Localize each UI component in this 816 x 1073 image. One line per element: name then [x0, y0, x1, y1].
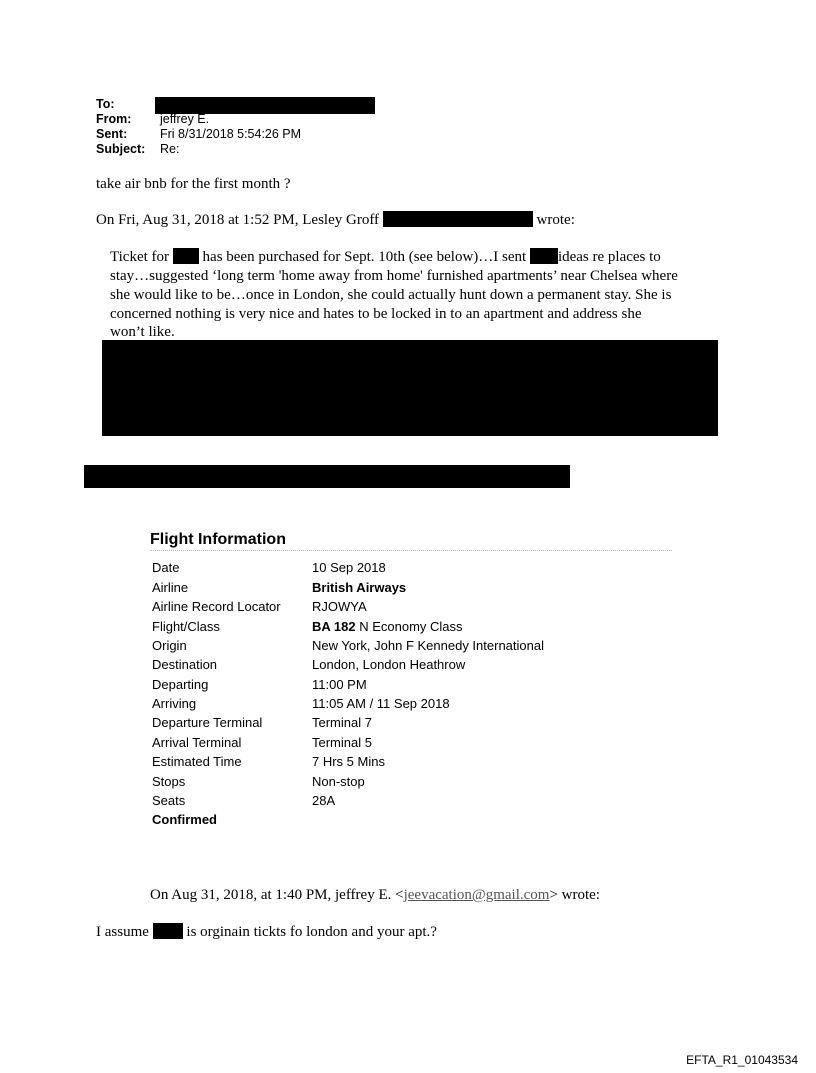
flight-row-value: RJOWYA [312, 599, 367, 614]
flight-number: BA 182 [312, 619, 356, 634]
flight-row-label: Airline Record Locator [152, 599, 281, 614]
redacted-block-bar [84, 465, 570, 488]
quote2-line-a: I assume [96, 924, 149, 940]
quote2-line [96, 923, 437, 942]
flight-row-value: London, London Heathrow [312, 657, 466, 672]
quote2-intro-after: > wrote: [549, 887, 600, 903]
quote1-line-1 [110, 248, 661, 267]
flight-row-value: 7 Hrs 5 Mins [312, 754, 385, 769]
redacted-name-1 [173, 248, 199, 264]
flight-class: N Economy Class [355, 619, 463, 634]
sent-value: Fri 8/31/2018 5:54:26 PM [160, 127, 302, 141]
quote1-line-2: stay…suggested ‘long term 'home away from home' furnished apartments’ near Chelsea where [110, 268, 678, 284]
flight-row-label: Origin [152, 638, 187, 653]
redacted-email [383, 211, 533, 227]
redacted-block-large [102, 340, 718, 436]
flight-row-label: Flight/Class [152, 619, 220, 634]
flight-row-value: 11:05 AM / 11 Sep 2018 [312, 696, 450, 711]
quote2-intro [150, 886, 600, 905]
flight-row-value [312, 619, 463, 635]
subject-value: Re: [160, 142, 180, 156]
quote2-intro-before: On Aug 31, 2018, at 1:40 PM, jeffrey E. < [150, 887, 404, 903]
redacted-name-3 [153, 923, 183, 939]
flight-row-value: Terminal 7 [312, 715, 372, 730]
document-id: EFTA_R1_01043534 [686, 1053, 798, 1067]
quote1-line-4: concerned nothing is very nice and hates to be locked in to an apartment and address she [110, 306, 642, 322]
flight-row-label: Arrival Terminal [152, 735, 242, 750]
flight-row-label: Destination [152, 657, 218, 672]
quote1-line1-c: ideas re places to [557, 249, 661, 265]
flight-info-divider [150, 550, 672, 551]
flight-row-value: 11:00 PM [312, 677, 367, 692]
flight-row-value: British Airways [312, 580, 407, 595]
quote1-line1-b: has been purchased for Sept. 10th (see below)…I sent [202, 249, 527, 265]
quote1-intro-before: On Fri, Aug 31, 2018 at 1:52 PM, Lesley Groff [96, 212, 380, 228]
redacted-name-2 [530, 248, 558, 264]
quote1-line-5: won’t like. [110, 324, 175, 340]
quote1-line1-a: Ticket for [110, 249, 170, 265]
from-value: jeffrey E. [160, 112, 210, 126]
flight-info-title: Flight Information [150, 531, 286, 548]
quote1-intro-after: wrote: [536, 212, 575, 228]
confirmed-status: Confirmed [152, 812, 217, 827]
quote1-line-3: she would like to be…once in London, she could actually hunt down a permanent stay. She is [110, 287, 672, 303]
flight-row-value: Terminal 5 [312, 735, 372, 750]
flight-row-value: 28A [312, 793, 336, 808]
sender-email-link[interactable]: jeevacation@gmail.com [403, 887, 550, 903]
flight-row-label: Airline [152, 580, 189, 595]
flight-row-label: Arriving [152, 696, 197, 711]
from-label: From: [96, 112, 132, 126]
flight-row-label: Estimated Time [152, 754, 242, 769]
reply-text: take air bnb for the first month ? [96, 176, 291, 192]
quote1-intro [96, 211, 575, 230]
flight-row-label: Departure Terminal [152, 715, 263, 730]
subject-label: Subject: [96, 142, 146, 156]
to-label: To: [96, 97, 115, 111]
quote2-line-b: is orginain tickts fo london and your apt.? [186, 924, 437, 940]
flight-row-value: New York, John F Kennedy International [312, 638, 544, 653]
flight-row-label: Stops [152, 774, 186, 789]
flight-row-value: 10 Sep 2018 [312, 560, 386, 575]
flight-row-label: Date [152, 560, 180, 575]
flight-row-label: Seats [152, 793, 186, 808]
flight-row-label: Departing [152, 677, 209, 692]
flight-row-value: Non-stop [312, 774, 365, 789]
sent-label: Sent: [96, 127, 128, 141]
